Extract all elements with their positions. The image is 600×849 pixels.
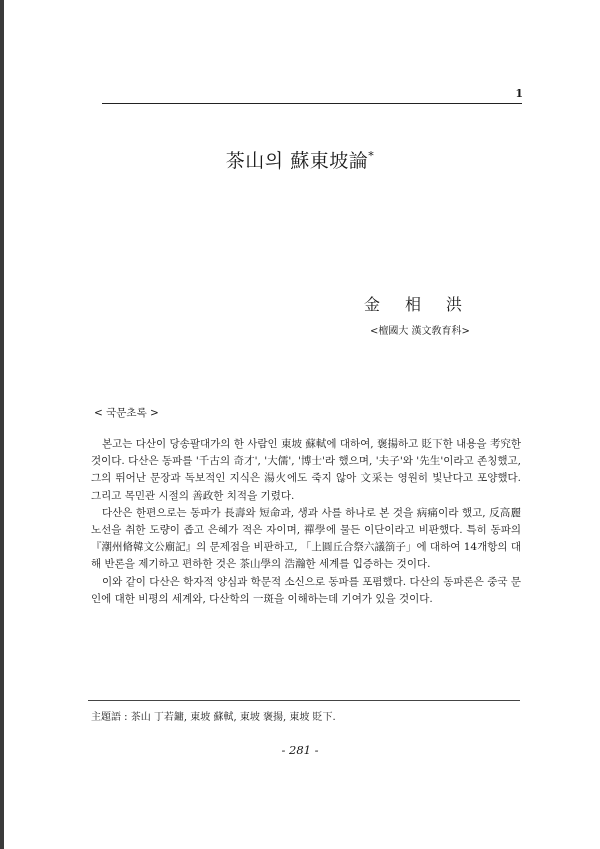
scan-edge-border: [0, 0, 4, 849]
abstract-body: [91, 436, 521, 608]
author-affiliation: <檀國大 漢文敎育科>: [370, 326, 470, 337]
abstract-paragraph: 본고는 다산이 당송팔대가의 한 사람인 東坡 蘇軾에 대하여, 褒揚하고 貶下한 내용을 考究한 것이다. 다산은 동파를 '千古의 奇才', '大儒', '博士'라 했으며, '夫子'와 '先生'이라고 존칭했고, 그의 뛰어난 문장과 독보적인 지식은 湯火에도 죽지 않아 文采는 영원히 빛난다고 포양했다. 그리고 목민관 시절의 善政한 치적을 기렸다.: [91, 438, 521, 502]
footer-page-number: - 281 -: [281, 743, 319, 757]
keywords-line: [91, 708, 336, 723]
header-rule: [102, 103, 522, 104]
title-footnote-mark: *: [368, 149, 375, 163]
abstract-heading: < 국문초록 >: [94, 407, 159, 419]
paper-title-text: 茶山의 蘇東坡論: [225, 150, 369, 172]
keywords-rule: [88, 700, 520, 701]
keywords-text: 茶山 丁若鏞, 東坡 蘇軾, 東坡 褒揚, 東坡 貶下.: [130, 712, 336, 723]
running-page-number: 1: [515, 87, 523, 100]
abstract-paragraph: 이와 같이 다산은 학자적 양심과 학문적 소신으로 동파를 포폄했다. 다산의 동파론은 중국 문인에 대한 비평의 세계와, 다산학의 一斑을 이해하는데 기여가 있을 것이다.: [91, 575, 521, 605]
abstract-paragraph: 다산은 한편으로는 동파가 長壽와 短命과, 생과 사를 하나로 본 것을 病痛이라 했고, 反高麗 노선을 취한 도량이 좁고 은혜가 적은 자이며, 禪學에 물든 이단이라고 비판했다. 특히 동파의 『潮州脩韓文公廟記』의 문제점을 비판하고, 「上圓丘合祭六議箚子」에 대하여 14개항의 대해 반론을 제기하고 편하한 것은 茶山學의 浩瀚한 세계를 입증하는 것이다.: [91, 506, 521, 571]
author-name: 金相洪: [364, 295, 488, 314]
paper-title: [0, 146, 600, 173]
keywords-label: 主題語 :: [91, 712, 128, 723]
